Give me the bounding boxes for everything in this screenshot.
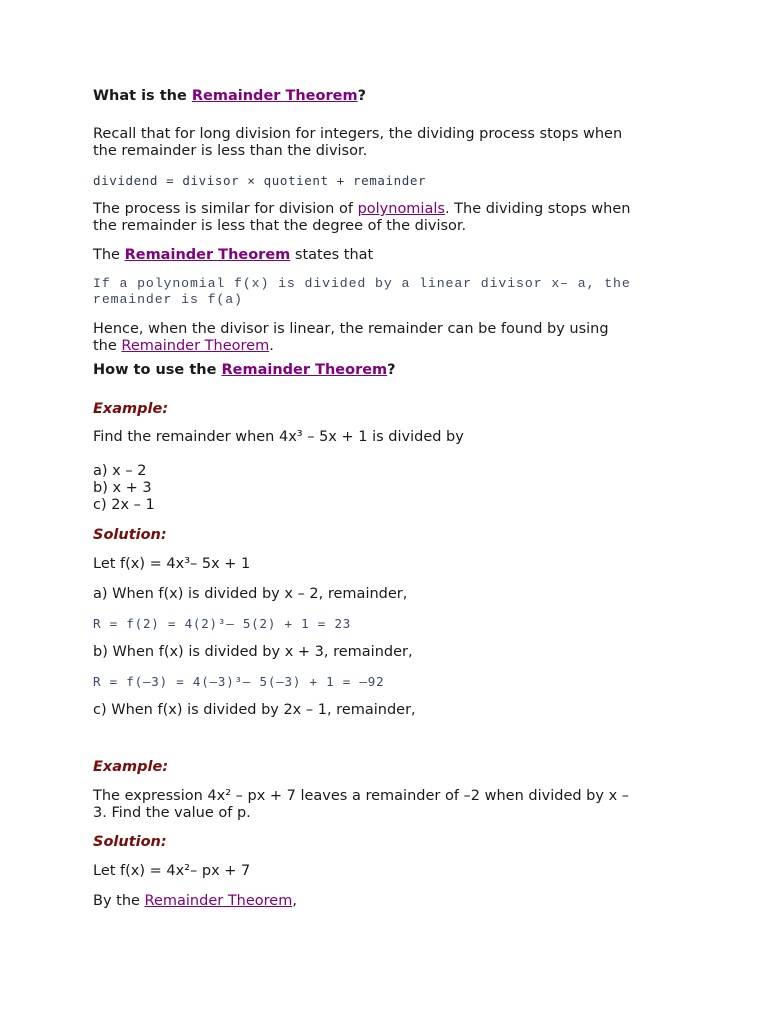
polynomials-link[interactable]: polynomials bbox=[357, 201, 445, 217]
solution-label: Solution: bbox=[93, 527, 167, 543]
example-options bbox=[93, 463, 683, 514]
solution-let: Let f(x) = 4x²– px + 7 bbox=[93, 863, 251, 879]
example-question: The expression 4x² – px + 7 leaves a remainder of –2 when divided by x – 3. Find the value of p. bbox=[93, 788, 630, 821]
remainder-theorem-link[interactable]: Remainder Theorem bbox=[191, 88, 358, 104]
section-heading-how-to: How to use the Remainder Theorem? bbox=[93, 362, 396, 378]
solution-part-c: c) When f(x) is divided by 2x – 1, remainder, bbox=[93, 702, 416, 718]
remainder-theorem-link[interactable]: Remainder Theorem bbox=[221, 362, 388, 378]
example-question: Find the remainder when 4x³ – 5x + 1 is divided by bbox=[93, 429, 464, 445]
theorem-statement: If a polynomial f(x) is divided by a linear divisor x– a, the remainder is f(a) bbox=[93, 276, 631, 307]
remainder-theorem-link[interactable]: Remainder Theorem bbox=[144, 893, 293, 909]
theorem-intro: The Remainder Theorem states that bbox=[93, 247, 374, 263]
solution-part-b: b) When f(x) is divided by x + 3, remainder, bbox=[93, 644, 413, 660]
calculation-a: R = f(2) = 4(2)³– 5(2) + 1 = 23 bbox=[93, 616, 352, 631]
division-formula: dividend = divisor × quotient + remainder bbox=[93, 173, 427, 188]
process-paragraph: The process is similar for division of polynomials. The dividing stops when the remainder is less that the degree of the divisor. bbox=[93, 201, 631, 234]
calculation-b: R = f(–3) = 4(–3)³– 5(–3) + 1 = –92 bbox=[93, 674, 385, 689]
section-heading-what-is: What is the Remainder Theorem? bbox=[93, 88, 366, 104]
heading-text: What is the bbox=[93, 88, 192, 104]
solution-part-a: a) When f(x) is divided by x – 2, remainder, bbox=[93, 586, 408, 602]
solution-label: Solution: bbox=[93, 834, 167, 850]
example-label: Example: bbox=[93, 401, 169, 417]
intro-paragraph: Recall that for long division for integers, the dividing process stops when the remainder is less than the divisor. bbox=[93, 126, 623, 159]
option-c: c) 2x – 1 bbox=[93, 497, 155, 513]
solution-let: Let f(x) = 4x³– 5x + 1 bbox=[93, 556, 251, 572]
remainder-theorem-link[interactable]: Remainder Theorem bbox=[124, 247, 291, 263]
hence-paragraph: Hence, when the divisor is linear, the remainder can be found by using the Remainder Theorem. bbox=[93, 321, 609, 354]
option-a: a) x – 2 bbox=[93, 463, 147, 479]
option-b: b) x + 3 bbox=[93, 480, 152, 496]
remainder-theorem-link[interactable]: Remainder Theorem bbox=[121, 338, 270, 354]
example-label: Example: bbox=[93, 759, 169, 775]
by-theorem-line: By the Remainder Theorem, bbox=[93, 893, 297, 909]
